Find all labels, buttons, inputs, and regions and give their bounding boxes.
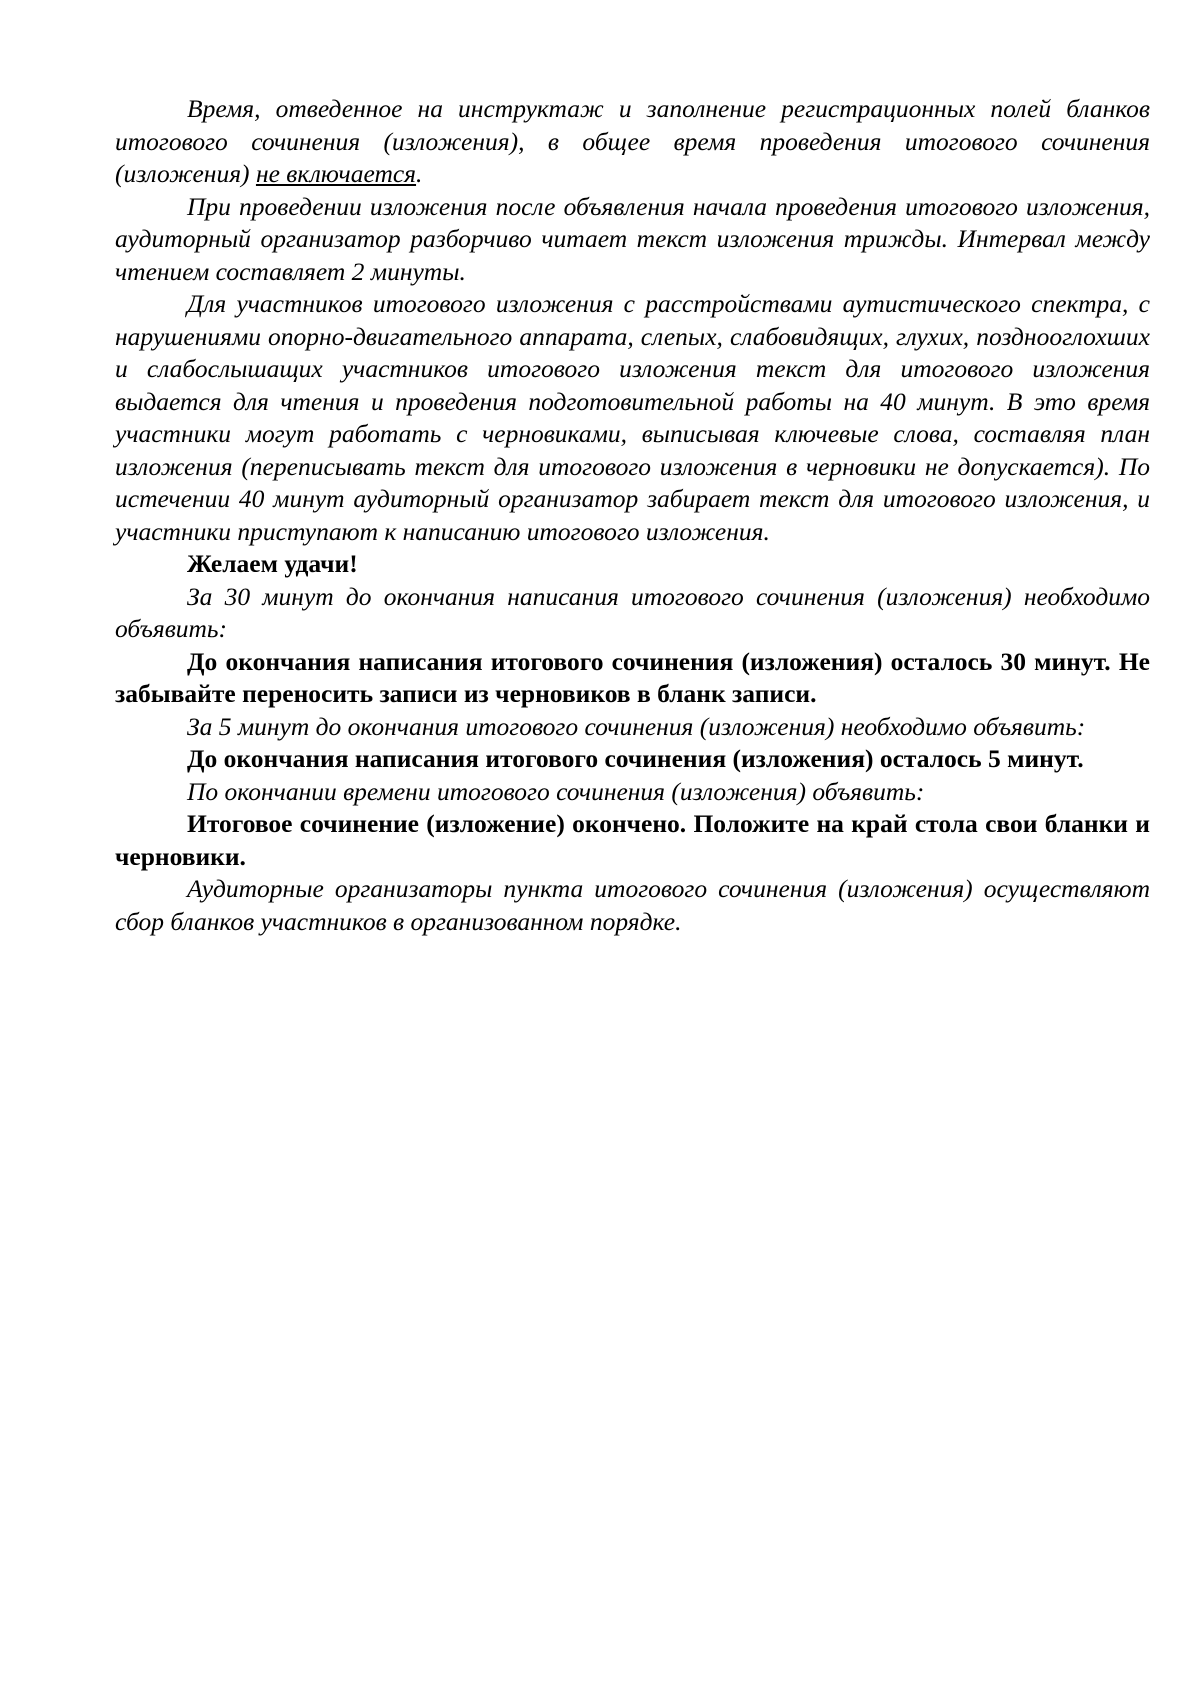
not-included-underlined: не включается [255,159,417,188]
paragraph-5-min-notice: За 5 минут до окончания итогового сочинения (изложения) необходимо объявить: [187,711,1086,741]
paragraph-reading-instructions: При проведении изложения после объявления начала проведения итогового изложения, аудиторный организатор разборчиво читает текст изложения трижды. Интервал между чтением составляет 2 минуты. [115,191,1150,286]
paragraph-briefing-time [115,93,1150,191]
paragraph-30-min-announcement: До окончания написания итогового сочинения (изложения) осталось 30 минут. Не забывайте переносить записи из черновиков в бланк записи. [115,646,1150,708]
paragraph-end-announcement: Итоговое сочинение (изложение) окончено. Положите на край стола свои бланки и черновики. [115,809,1150,871]
briefing-time-text: Время, отведенное на инструктаж и заполнение регистрационных полей бланков итогового сочинения (изложения), в общее время проведения итогового сочинения (изложения) [115,94,1150,188]
paragraph-end-notice: По окончании времени итогового сочинения (изложения) объявить: [187,776,925,806]
paragraph-special-participants: Для участников итогового изложения с расстройствами аутистического спектра, с нарушениями опорно-двигательного аппарата, слепых, слабовидящих, глухих, позднооглохших и слабослышащих участников итогового изложения текст для итогового изложения выдается для чтения и проведения подготовительной работы на 40 минут. В это время участники могут работать с черновиками, выписывая ключевые слова, составляя план изложения (переписывать текст для итогового изложения в черновики не допускается). По истечении 40 минут аудиторный организатор забирает текст для итогового изложения, и участники приступают к написанию итогового изложения. [115,289,1150,546]
paragraph-5-min-announcement: До окончания написания итогового сочинения (изложения) осталось 5 минут. [187,744,1084,773]
document-page [115,93,1150,938]
briefing-time-period: . [416,159,423,188]
paragraph-good-luck: Желаем удачи! [187,549,358,578]
paragraph-30-min-notice: За 30 минут до окончания написания итогового сочинения (изложения) необходимо объявить: [115,581,1150,643]
paragraph-collection: Аудиторные организаторы пункта итогового сочинения (изложения) осуществляют сбор бланков участников в организованном порядке. [115,874,1150,936]
